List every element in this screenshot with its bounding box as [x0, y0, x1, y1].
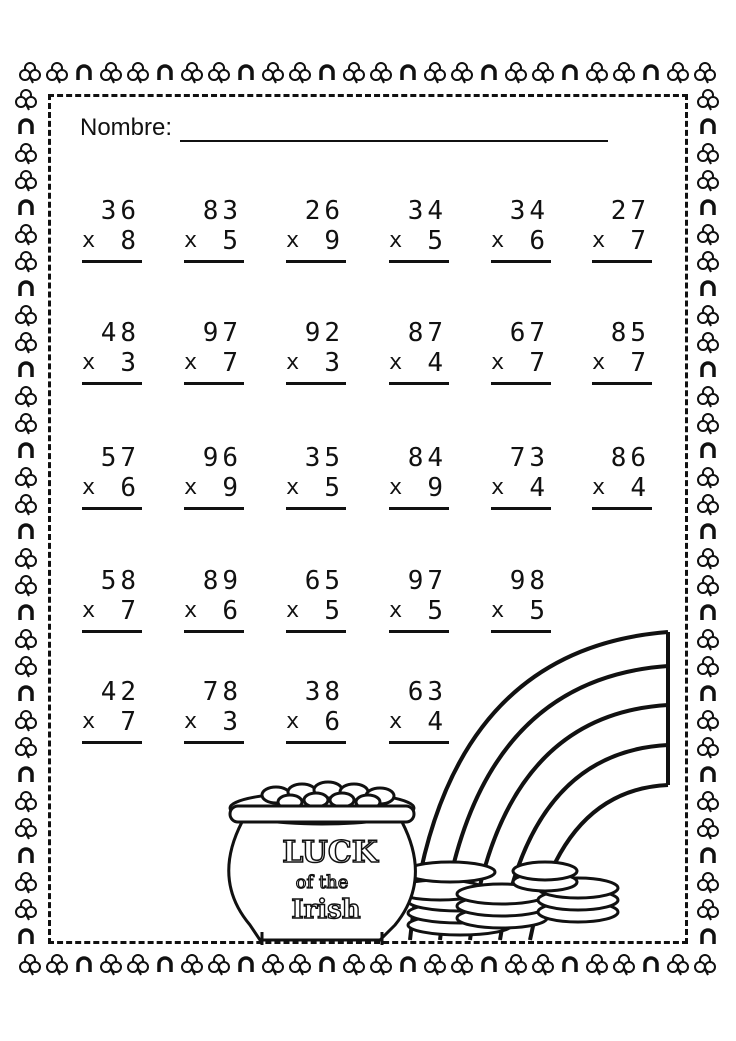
- problem-multiplicand: 96: [202, 443, 242, 473]
- problem-multiplier: 3: [120, 348, 140, 378]
- problem-multiplicand: 87: [407, 318, 447, 348]
- problem-multiplier: 4: [630, 473, 650, 503]
- multiply-sign: x: [184, 709, 202, 734]
- problem-multiplier: 7: [120, 596, 140, 626]
- problem-multiplicand: 97: [407, 566, 447, 596]
- problem-multiplicand: 36: [100, 196, 140, 226]
- problem-multiplicand: 57: [100, 443, 140, 473]
- multiply-sign: x: [286, 228, 304, 253]
- problem-multiplicand: 34: [407, 196, 447, 226]
- multiply-sign: x: [286, 350, 304, 375]
- problem-multiplicand: 35: [304, 443, 344, 473]
- pot-text-of-the: of the: [295, 872, 349, 893]
- problem-multiplicand: 83: [202, 196, 242, 226]
- name-label: Nombre:: [80, 114, 173, 141]
- multiply-sign: x: [286, 475, 304, 500]
- problem-multiplier: 7: [120, 707, 140, 737]
- problem-multiplicand: 48: [100, 318, 140, 348]
- multiply-sign: x: [592, 475, 610, 500]
- problem-multiplier: 7: [222, 348, 242, 378]
- multiply-sign: x: [184, 350, 202, 375]
- problem-multiplier: 9: [222, 473, 242, 503]
- problem-multiplicand: 42: [100, 677, 140, 707]
- problem-multiplicand: 97: [202, 318, 242, 348]
- multiply-sign: x: [184, 228, 202, 253]
- problem-multiplier: 6: [324, 707, 344, 737]
- multiply-sign: x: [286, 598, 304, 623]
- problem-multiplier: 7: [630, 348, 650, 378]
- problem-multiplicand: 67: [509, 318, 549, 348]
- multiply-sign: x: [389, 228, 407, 253]
- multiply-sign: x: [491, 475, 509, 500]
- problem-multiplier: 4: [427, 348, 447, 378]
- problem-multiplier: 4: [427, 707, 447, 737]
- multiply-sign: x: [82, 709, 100, 734]
- multiply-sign: x: [184, 598, 202, 623]
- multiply-sign: x: [184, 475, 202, 500]
- problem-multiplier: 5: [529, 596, 549, 626]
- problem-multiplicand: 73: [509, 443, 549, 473]
- problem-multiplier: 8: [120, 226, 140, 256]
- multiply-sign: x: [592, 228, 610, 253]
- multiply-sign: x: [592, 350, 610, 375]
- multiply-sign: x: [491, 598, 509, 623]
- problem-multiplicand: 78: [202, 677, 242, 707]
- problem-multiplier: 5: [222, 226, 242, 256]
- problem-multiplicand: 84: [407, 443, 447, 473]
- problem-multiplier: 3: [324, 348, 344, 378]
- problem-multiplier: 4: [529, 473, 549, 503]
- problem-multiplier: 5: [427, 226, 447, 256]
- multiply-sign: x: [82, 475, 100, 500]
- problem-multiplicand: 34: [509, 196, 549, 226]
- problem-multiplicand: 86: [610, 443, 650, 473]
- problem-multiplicand: 65: [304, 566, 344, 596]
- problem-multiplicand: 27: [610, 196, 650, 226]
- multiply-sign: x: [389, 709, 407, 734]
- problem-multiplicand: 63: [407, 677, 447, 707]
- problem-multiplier: 5: [324, 473, 344, 503]
- problem-multiplier: 6: [120, 473, 140, 503]
- coin-stacks-icon: [395, 862, 618, 935]
- multiply-sign: x: [82, 228, 100, 253]
- problem-multiplicand: 98: [509, 566, 549, 596]
- problem-multiplicand: 85: [610, 318, 650, 348]
- problem-multiplier: 9: [427, 473, 447, 503]
- multiply-sign: x: [389, 475, 407, 500]
- problem-multiplicand: 58: [100, 566, 140, 596]
- multiply-sign: x: [491, 350, 509, 375]
- problem-multiplicand: 38: [304, 677, 344, 707]
- pot-text-luck: LUCK: [282, 835, 378, 870]
- problem-multiplicand: 92: [304, 318, 344, 348]
- problem-multiplier: 7: [630, 226, 650, 256]
- multiply-sign: x: [389, 598, 407, 623]
- problem-multiplier: 6: [529, 226, 549, 256]
- multiply-sign: x: [286, 709, 304, 734]
- problem-multiplier: 5: [427, 596, 447, 626]
- multiply-sign: x: [491, 228, 509, 253]
- problem-multiplicand: 89: [202, 566, 242, 596]
- problem-multiplier: 5: [324, 596, 344, 626]
- multiply-sign: x: [82, 598, 100, 623]
- multiply-sign: x: [389, 350, 407, 375]
- multiply-sign: x: [82, 350, 100, 375]
- problem-multiplier: 6: [222, 596, 242, 626]
- problem-multiplier: 7: [529, 348, 549, 378]
- problem-multiplier: 3: [222, 707, 242, 737]
- pot-text-irish: Irish: [291, 895, 361, 925]
- problem-multiplicand: 26: [304, 196, 344, 226]
- problem-multiplier: 9: [324, 226, 344, 256]
